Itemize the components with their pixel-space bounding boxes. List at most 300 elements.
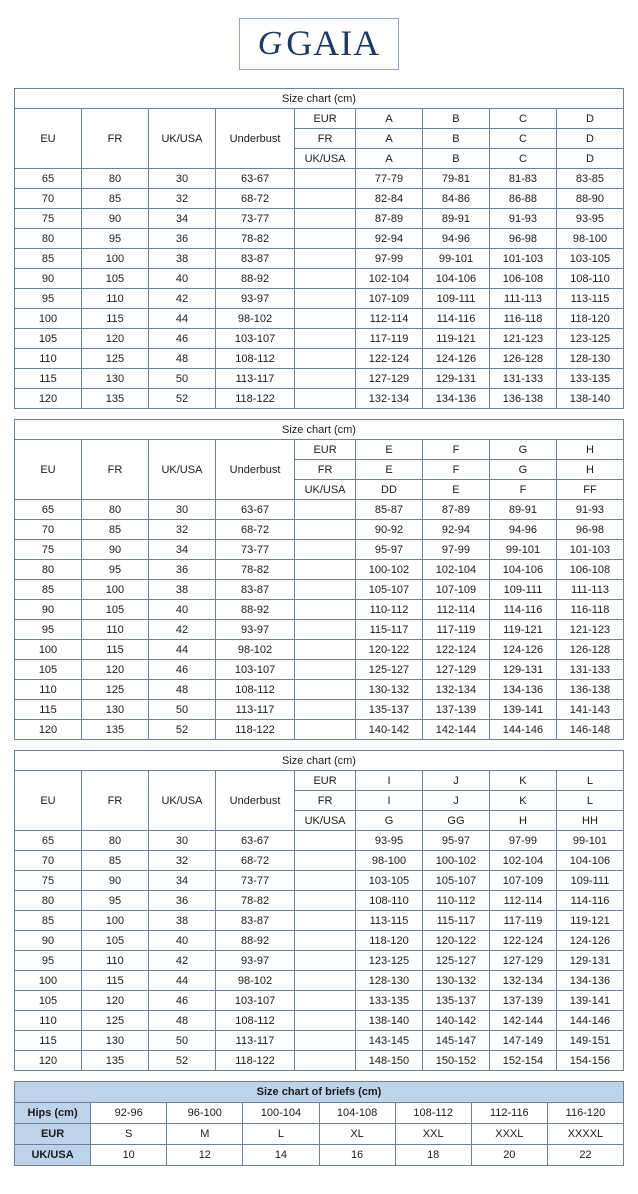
- bust-cell: 93-95: [556, 209, 623, 229]
- table-row: [15, 600, 624, 620]
- size-cell: 105: [15, 660, 82, 680]
- size-cell: 65: [15, 831, 82, 851]
- bust-cell: 118-120: [356, 931, 423, 951]
- size-cell: 110: [15, 680, 82, 700]
- size-cell: 63-67: [215, 831, 294, 851]
- table-row: [15, 931, 624, 951]
- bust-cell: 127-129: [422, 660, 489, 680]
- spacer-cell: [295, 660, 356, 680]
- cup-size-header: HH: [556, 811, 623, 831]
- size-cell: 83-87: [215, 580, 294, 600]
- size-cell: 63-67: [215, 500, 294, 520]
- size-cell: 90: [15, 269, 82, 289]
- size-cell: 100: [15, 640, 82, 660]
- size-cell: 100: [81, 249, 148, 269]
- cup-size-header: GG: [422, 811, 489, 831]
- bust-cell: 111-113: [556, 580, 623, 600]
- briefs-cell: 14: [243, 1145, 319, 1166]
- cup-size-header: F: [422, 460, 489, 480]
- size-cell: 40: [148, 269, 215, 289]
- size-cell: 83-87: [215, 249, 294, 269]
- cup-size-header: D: [556, 149, 623, 169]
- chart-title-row: [15, 89, 624, 109]
- size-cell: 105: [81, 600, 148, 620]
- size-cell: 103-107: [215, 991, 294, 1011]
- cup-size-header: E: [356, 460, 423, 480]
- chart-title: Size chart (cm): [15, 89, 624, 109]
- bust-cell: 135-137: [422, 991, 489, 1011]
- column-header-1: EU: [15, 771, 82, 831]
- bust-cell: 81-83: [489, 169, 556, 189]
- table-row: [15, 560, 624, 580]
- column-header-2: FR: [81, 440, 148, 500]
- cup-size-header: I: [356, 771, 423, 791]
- spacer-cell: [295, 349, 356, 369]
- size-cell: 42: [148, 620, 215, 640]
- bust-cell: 109-111: [489, 580, 556, 600]
- bust-cell: 140-142: [356, 720, 423, 740]
- size-cell: 30: [148, 169, 215, 189]
- cup-system-label: EUR: [295, 109, 356, 129]
- cup-size-header: I: [356, 791, 423, 811]
- bust-cell: 123-125: [556, 329, 623, 349]
- bust-cell: 117-119: [489, 911, 556, 931]
- bust-cell: 102-104: [489, 851, 556, 871]
- bust-cell: 137-139: [422, 700, 489, 720]
- bust-cell: 88-90: [556, 189, 623, 209]
- size-cell: 65: [15, 500, 82, 520]
- spacer-cell: [295, 520, 356, 540]
- bust-cell: 116-118: [489, 309, 556, 329]
- size-cell: 46: [148, 660, 215, 680]
- column-header-3: UK/USA: [148, 109, 215, 169]
- bust-cell: 137-139: [489, 991, 556, 1011]
- bust-cell: 149-151: [556, 1031, 623, 1051]
- bust-cell: 133-135: [356, 991, 423, 1011]
- size-cell: 63-67: [215, 169, 294, 189]
- size-cell: 40: [148, 600, 215, 620]
- bust-cell: 125-127: [422, 951, 489, 971]
- cup-size-header: H: [489, 811, 556, 831]
- briefs-cell: 16: [319, 1145, 395, 1166]
- bust-cell: 100-102: [422, 851, 489, 871]
- spacer-cell: [295, 991, 356, 1011]
- bust-cell: 103-105: [356, 871, 423, 891]
- cup-size-header: A: [356, 149, 423, 169]
- briefs-cell: XL: [319, 1124, 395, 1145]
- bust-cell: 92-94: [422, 520, 489, 540]
- briefs-row-ukusa: [15, 1145, 624, 1166]
- spacer-cell: [295, 680, 356, 700]
- bust-cell: 101-103: [489, 249, 556, 269]
- cup-size-header: E: [356, 440, 423, 460]
- bust-cell: 129-131: [556, 951, 623, 971]
- size-cell: 85: [81, 851, 148, 871]
- table-row: [15, 540, 624, 560]
- column-header-1: EU: [15, 440, 82, 500]
- chart-title: Size chart (cm): [15, 420, 624, 440]
- size-cell: 108-112: [215, 680, 294, 700]
- size-cell: 95: [81, 560, 148, 580]
- size-cell: 80: [81, 500, 148, 520]
- size-cell: 110: [15, 1011, 82, 1031]
- size-cell: 103-107: [215, 660, 294, 680]
- table-row: [15, 680, 624, 700]
- spacer-cell: [295, 1051, 356, 1071]
- cup-system-label: FR: [295, 129, 356, 149]
- size-cell: 85: [15, 249, 82, 269]
- spacer-cell: [295, 871, 356, 891]
- table-row: [15, 269, 624, 289]
- bust-cell: 98-100: [556, 229, 623, 249]
- size-cell: 115: [81, 640, 148, 660]
- size-cell: 88-92: [215, 600, 294, 620]
- spacer-cell: [295, 580, 356, 600]
- cup-size-header: E: [422, 480, 489, 500]
- size-cell: 68-72: [215, 189, 294, 209]
- table-row: [15, 971, 624, 991]
- size-cell: 105: [15, 329, 82, 349]
- size-cell: 120: [81, 660, 148, 680]
- bust-cell: 129-131: [422, 369, 489, 389]
- briefs-cell: 20: [471, 1145, 547, 1166]
- bust-cell: 132-134: [422, 680, 489, 700]
- bust-cell: 106-108: [556, 560, 623, 580]
- table-row: [15, 640, 624, 660]
- size-cell: 88-92: [215, 931, 294, 951]
- spacer-cell: [295, 600, 356, 620]
- brand-logo: [14, 0, 624, 88]
- spacer-cell: [295, 389, 356, 409]
- size-cell: 120: [15, 389, 82, 409]
- bust-cell: 154-156: [556, 1051, 623, 1071]
- size-cell: 46: [148, 991, 215, 1011]
- bust-cell: 121-123: [556, 620, 623, 640]
- bust-cell: 109-111: [422, 289, 489, 309]
- cup-size-header: DD: [356, 480, 423, 500]
- table-row: [15, 951, 624, 971]
- bust-cell: 144-146: [556, 1011, 623, 1031]
- size-cell: 110: [81, 951, 148, 971]
- chart-header-row: [15, 771, 624, 791]
- bust-cell: 124-126: [556, 931, 623, 951]
- size-cell: 135: [81, 1051, 148, 1071]
- bust-cell: 134-136: [556, 971, 623, 991]
- size-cell: 80: [15, 560, 82, 580]
- briefs-row-label: Hips (cm): [15, 1103, 91, 1124]
- size-cell: 115: [81, 309, 148, 329]
- spacer-cell: [295, 209, 356, 229]
- size-cell: 44: [148, 640, 215, 660]
- size-cell: 78-82: [215, 229, 294, 249]
- bust-cell: 124-126: [489, 640, 556, 660]
- bust-cell: 142-144: [489, 1011, 556, 1031]
- bust-cell: 139-141: [556, 991, 623, 1011]
- size-cell: 115: [81, 971, 148, 991]
- spacer-cell: [295, 169, 356, 189]
- briefs-size-table: [14, 1081, 624, 1166]
- bust-cell: 87-89: [356, 209, 423, 229]
- table-row: [15, 309, 624, 329]
- size-cell: 95: [81, 891, 148, 911]
- size-cell: 42: [148, 951, 215, 971]
- briefs-cell: 12: [167, 1145, 243, 1166]
- briefs-cell: M: [167, 1124, 243, 1145]
- cup-size-header: J: [422, 791, 489, 811]
- bust-cell: 110-112: [422, 891, 489, 911]
- table-row: [15, 349, 624, 369]
- size-cell: 95: [15, 289, 82, 309]
- size-cell: 113-117: [215, 369, 294, 389]
- size-cell: 100: [15, 971, 82, 991]
- bust-cell: 102-104: [422, 560, 489, 580]
- size-cell: 115: [15, 369, 82, 389]
- size-cell: 110: [81, 289, 148, 309]
- table-row: [15, 369, 624, 389]
- size-cell: 100: [15, 309, 82, 329]
- bust-cell: 98-100: [356, 851, 423, 871]
- size-cell: 100: [81, 580, 148, 600]
- bust-cell: 116-118: [556, 600, 623, 620]
- bust-cell: 148-150: [356, 1051, 423, 1071]
- size-cell: 95: [81, 229, 148, 249]
- table-row: [15, 660, 624, 680]
- size-cell: 130: [81, 369, 148, 389]
- size-cell: 48: [148, 349, 215, 369]
- spacer-cell: [295, 540, 356, 560]
- bust-cell: 139-141: [489, 700, 556, 720]
- bust-cell: 77-79: [356, 169, 423, 189]
- bust-cell: 115-117: [356, 620, 423, 640]
- size-cell: 90: [81, 209, 148, 229]
- bust-cell: 144-146: [489, 720, 556, 740]
- spacer-cell: [295, 560, 356, 580]
- size-charts-container: [14, 88, 624, 1071]
- size-cell: 73-77: [215, 540, 294, 560]
- spacer-cell: [295, 500, 356, 520]
- size-cell: 90: [15, 600, 82, 620]
- column-header-3: UK/USA: [148, 440, 215, 500]
- bust-cell: 142-144: [422, 720, 489, 740]
- size-cell: 98-102: [215, 640, 294, 660]
- bust-cell: 96-98: [489, 229, 556, 249]
- spacer-cell: [295, 620, 356, 640]
- size-cell: 46: [148, 329, 215, 349]
- table-row: [15, 229, 624, 249]
- bust-cell: 127-129: [356, 369, 423, 389]
- size-cell: 108-112: [215, 349, 294, 369]
- size-cell: 98-102: [215, 971, 294, 991]
- size-cell: 50: [148, 700, 215, 720]
- bust-cell: 113-115: [356, 911, 423, 931]
- briefs-cell: 108-112: [395, 1103, 471, 1124]
- bust-cell: 104-106: [556, 851, 623, 871]
- bust-cell: 105-107: [356, 580, 423, 600]
- cup-size-header: C: [489, 129, 556, 149]
- bust-cell: 114-116: [556, 891, 623, 911]
- size-cell: 90: [15, 931, 82, 951]
- size-cell: 95: [15, 951, 82, 971]
- column-header-4: Underbust: [215, 440, 294, 500]
- bust-cell: 119-121: [556, 911, 623, 931]
- bust-cell: 91-93: [556, 500, 623, 520]
- bust-cell: 97-99: [356, 249, 423, 269]
- table-row: [15, 500, 624, 520]
- bust-cell: 111-113: [489, 289, 556, 309]
- size-cell: 120: [81, 991, 148, 1011]
- size-cell: 48: [148, 680, 215, 700]
- bust-cell: 132-134: [489, 971, 556, 991]
- bust-cell: 133-135: [556, 369, 623, 389]
- cup-size-header: B: [422, 129, 489, 149]
- spacer-cell: [295, 951, 356, 971]
- bust-cell: 122-124: [356, 349, 423, 369]
- size-cell: 90: [81, 540, 148, 560]
- size-cell: 130: [81, 1031, 148, 1051]
- size-cell: 78-82: [215, 560, 294, 580]
- bust-cell: 96-98: [556, 520, 623, 540]
- table-row: [15, 1031, 624, 1051]
- bust-cell: 113-115: [556, 289, 623, 309]
- size-cell: 38: [148, 911, 215, 931]
- spacer-cell: [295, 720, 356, 740]
- bust-cell: 92-94: [356, 229, 423, 249]
- briefs-cell: L: [243, 1124, 319, 1145]
- bust-cell: 138-140: [356, 1011, 423, 1031]
- table-row: [15, 169, 624, 189]
- size-cell: 52: [148, 720, 215, 740]
- cup-size-header: G: [356, 811, 423, 831]
- bust-cell: 95-97: [356, 540, 423, 560]
- bust-cell: 112-114: [489, 891, 556, 911]
- bust-cell: 114-116: [489, 600, 556, 620]
- cup-size-header: F: [422, 440, 489, 460]
- size-cell: 93-97: [215, 620, 294, 640]
- size-cell: 120: [15, 1051, 82, 1071]
- briefs-row-hips: [15, 1103, 624, 1124]
- size-cell: 78-82: [215, 891, 294, 911]
- bust-cell: 134-136: [489, 680, 556, 700]
- table-row: [15, 520, 624, 540]
- bust-cell: 119-121: [422, 329, 489, 349]
- size-cell: 36: [148, 229, 215, 249]
- spacer-cell: [295, 249, 356, 269]
- cup-size-header: B: [422, 149, 489, 169]
- bust-cell: 131-133: [489, 369, 556, 389]
- bust-cell: 120-122: [356, 640, 423, 660]
- size-cell: 103-107: [215, 329, 294, 349]
- size-cell: 120: [15, 720, 82, 740]
- cup-size-header: A: [356, 109, 423, 129]
- briefs-cell: 116-120: [547, 1103, 623, 1124]
- size-cell: 52: [148, 389, 215, 409]
- size-cell: 44: [148, 309, 215, 329]
- bust-cell: 135-137: [356, 700, 423, 720]
- briefs-cell: 100-104: [243, 1103, 319, 1124]
- spacer-cell: [295, 971, 356, 991]
- size-cell: 118-122: [215, 1051, 294, 1071]
- logo-wordmark: GAIA: [286, 23, 381, 63]
- size-cell: 108-112: [215, 1011, 294, 1031]
- cup-size-header: FF: [556, 480, 623, 500]
- spacer-cell: [295, 289, 356, 309]
- table-row: [15, 189, 624, 209]
- bust-cell: 91-93: [489, 209, 556, 229]
- bust-cell: 125-127: [356, 660, 423, 680]
- bust-cell: 99-101: [489, 540, 556, 560]
- bust-cell: 122-124: [422, 640, 489, 660]
- size-cell: 75: [15, 209, 82, 229]
- spacer-cell: [295, 891, 356, 911]
- size-cell: 85: [15, 580, 82, 600]
- column-header-4: Underbust: [215, 109, 294, 169]
- chart-title-row: [15, 751, 624, 771]
- cup-size-header: J: [422, 771, 489, 791]
- size-cell: 93-97: [215, 951, 294, 971]
- bust-cell: 97-99: [422, 540, 489, 560]
- size-cell: 36: [148, 891, 215, 911]
- chart-header-row: [15, 109, 624, 129]
- column-header-3: UK/USA: [148, 771, 215, 831]
- size-cell: 85: [81, 520, 148, 540]
- bust-cell: 114-116: [422, 309, 489, 329]
- size-cell: 115: [15, 700, 82, 720]
- size-cell: 118-122: [215, 720, 294, 740]
- size-cell: 105: [81, 269, 148, 289]
- bust-cell: 99-101: [556, 831, 623, 851]
- size-cell: 32: [148, 851, 215, 871]
- table-row: [15, 329, 624, 349]
- bust-cell: 104-106: [489, 560, 556, 580]
- bust-cell: 100-102: [356, 560, 423, 580]
- bust-cell: 124-126: [422, 349, 489, 369]
- chart-header-row: [15, 440, 624, 460]
- size-cell: 38: [148, 249, 215, 269]
- cup-system-label: UK/USA: [295, 811, 356, 831]
- table-row: [15, 209, 624, 229]
- bust-cell: 101-103: [556, 540, 623, 560]
- briefs-cell: XXXXL: [547, 1124, 623, 1145]
- bust-cell: 119-121: [489, 620, 556, 640]
- bust-cell: 94-96: [422, 229, 489, 249]
- bust-cell: 109-111: [556, 871, 623, 891]
- table-row: [15, 249, 624, 269]
- size-cell: 50: [148, 369, 215, 389]
- bust-cell: 138-140: [556, 389, 623, 409]
- size-cell: 65: [15, 169, 82, 189]
- size-cell: 34: [148, 209, 215, 229]
- bust-cell: 87-89: [422, 500, 489, 520]
- size-cell: 125: [81, 680, 148, 700]
- bust-cell: 103-105: [556, 249, 623, 269]
- bust-cell: 126-128: [489, 349, 556, 369]
- spacer-cell: [295, 329, 356, 349]
- cup-system-label: EUR: [295, 440, 356, 460]
- spacer-cell: [295, 700, 356, 720]
- spacer-cell: [295, 309, 356, 329]
- bust-cell: 115-117: [422, 911, 489, 931]
- bust-cell: 83-85: [556, 169, 623, 189]
- bust-cell: 112-114: [422, 600, 489, 620]
- size-cell: 80: [15, 891, 82, 911]
- table-row: [15, 831, 624, 851]
- bust-cell: 102-104: [356, 269, 423, 289]
- bust-cell: 130-132: [422, 971, 489, 991]
- size-cell: 42: [148, 289, 215, 309]
- cup-size-header: B: [422, 109, 489, 129]
- size-cell: 36: [148, 560, 215, 580]
- bust-cell: 86-88: [489, 189, 556, 209]
